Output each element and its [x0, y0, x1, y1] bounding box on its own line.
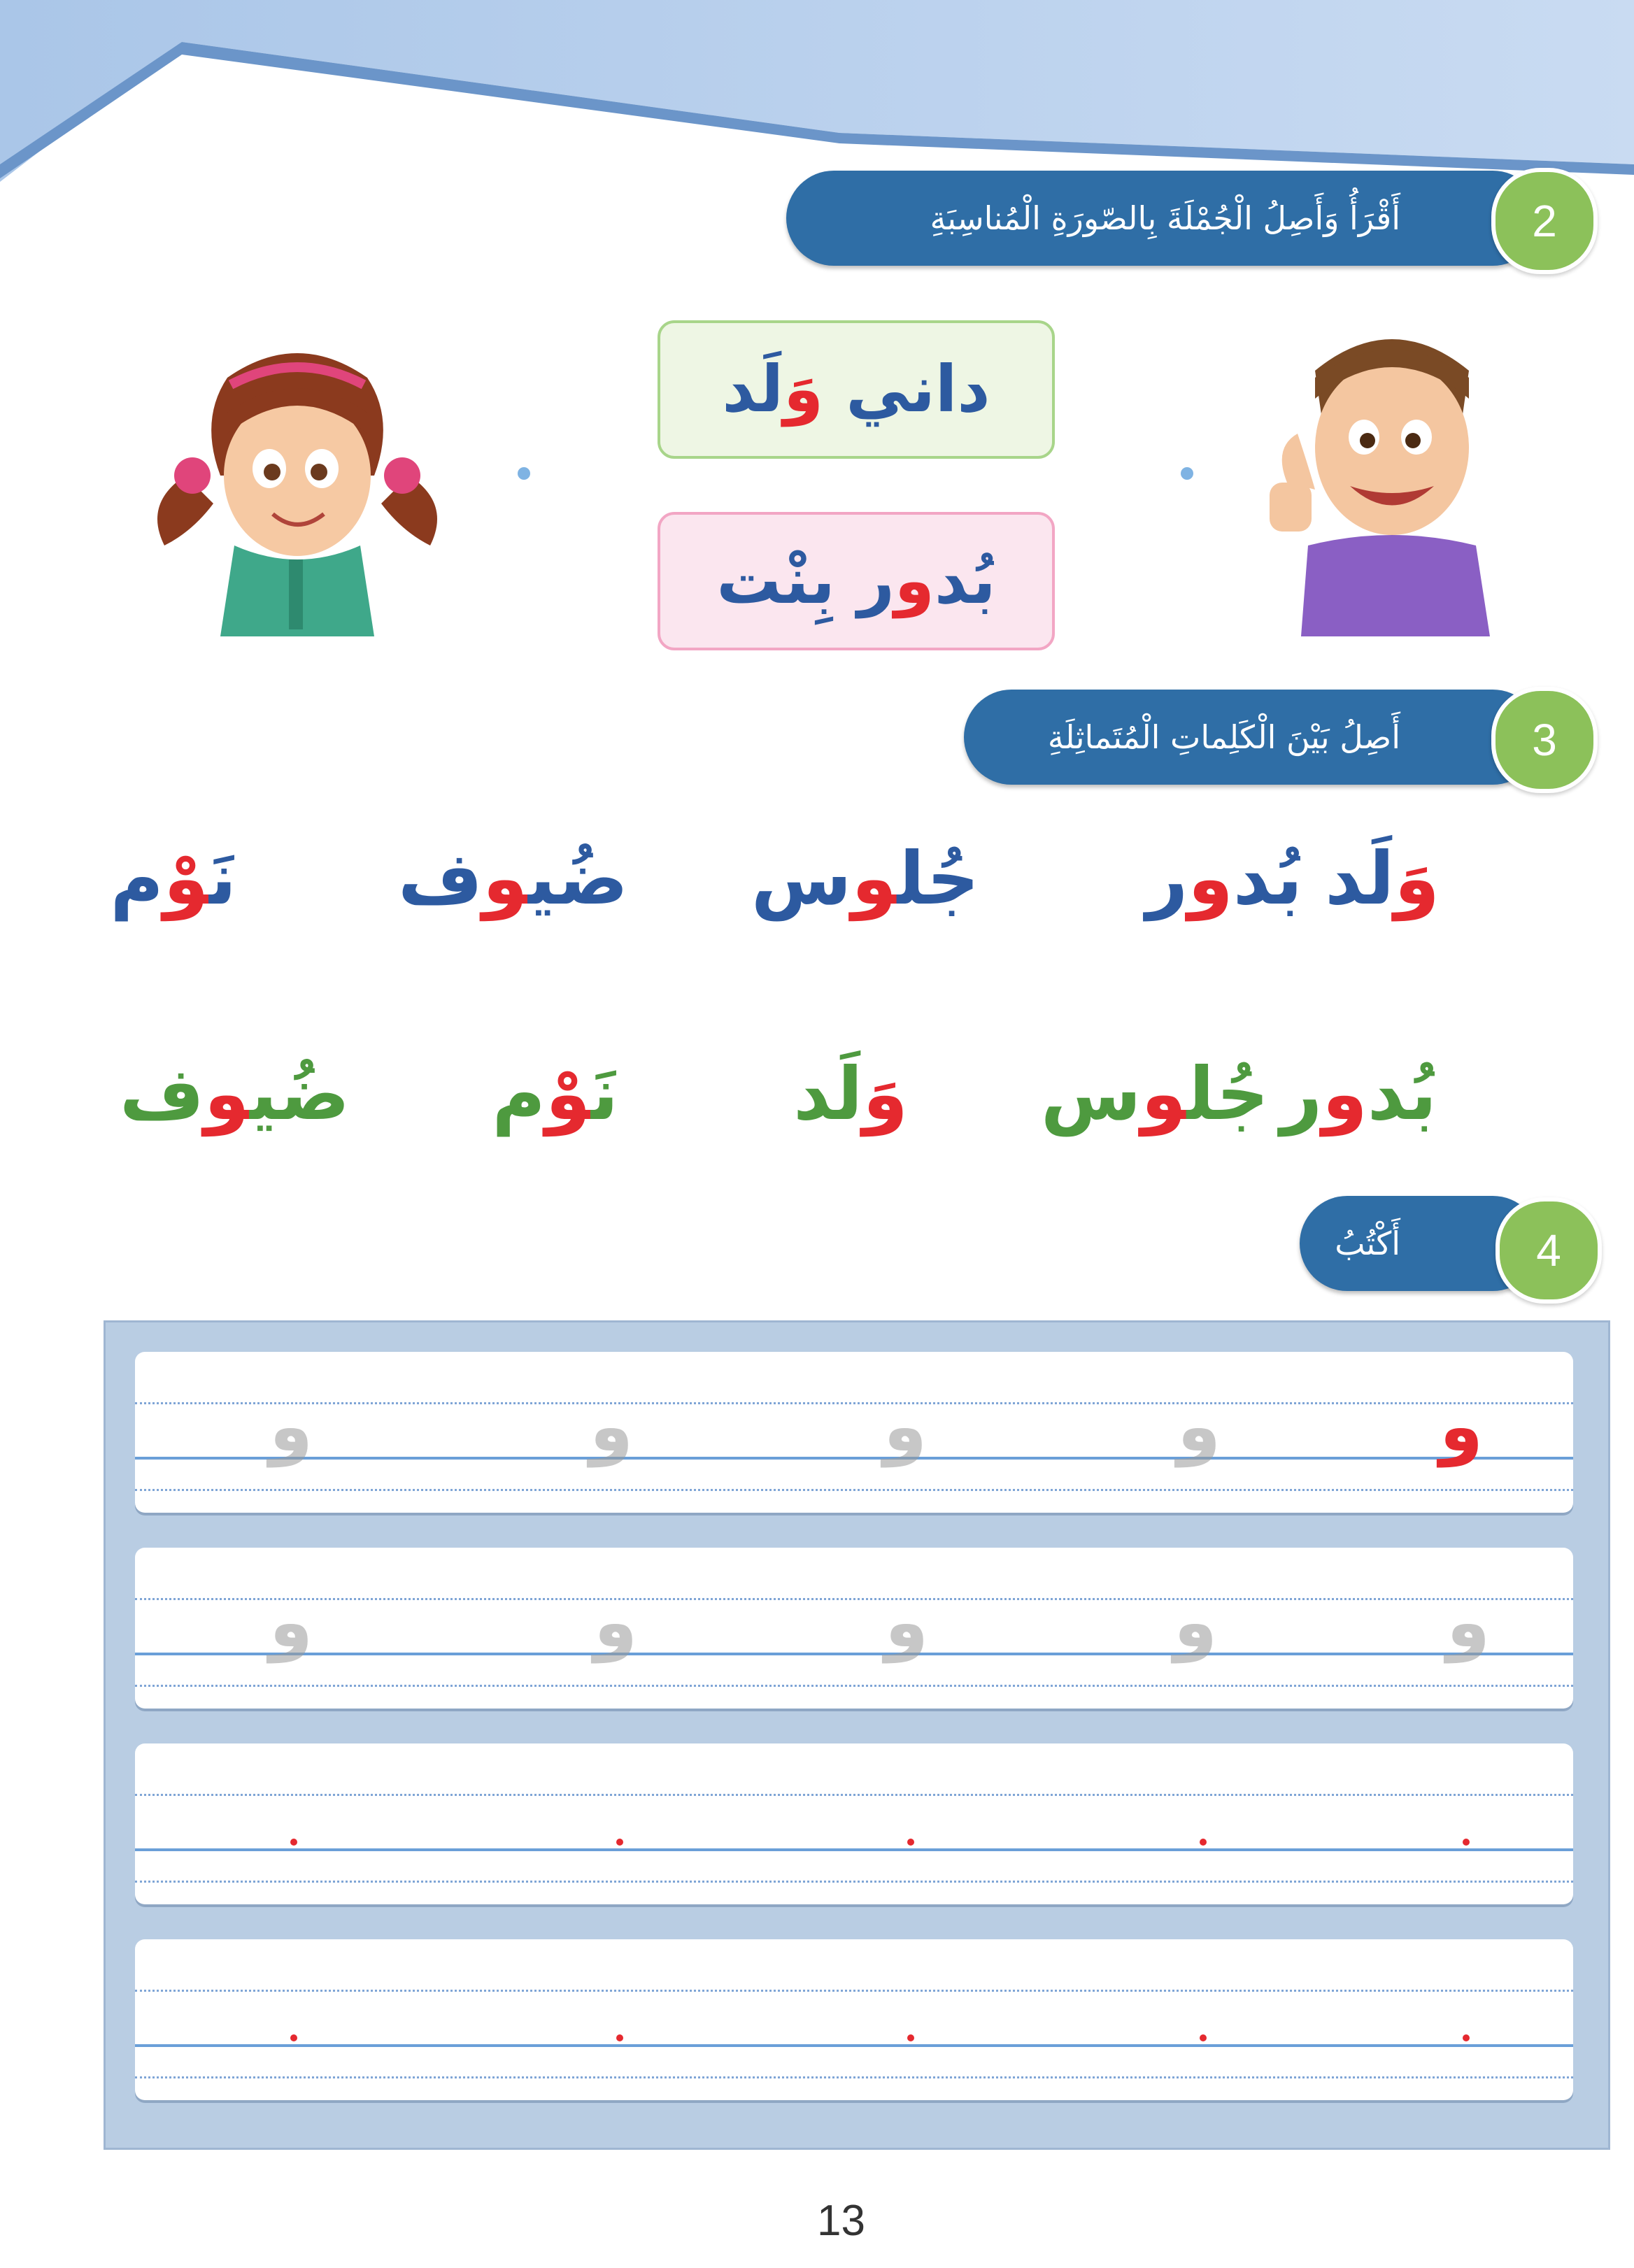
word-row2-3[interactable]: وَلَد [793, 1051, 908, 1136]
trace-letter: و [269, 1581, 313, 1663]
exercise-3-number: 3 [1491, 687, 1598, 793]
word-row2-2[interactable]: جُلوس [1040, 1051, 1269, 1136]
sentence-card-2[interactable] [658, 512, 1055, 650]
trace-letter: و [1447, 1581, 1491, 1663]
start-dot [290, 2034, 297, 2041]
trace-letter: و [883, 1385, 928, 1467]
girl-illustration [143, 336, 451, 636]
model-letter: و [1440, 1385, 1484, 1467]
start-dot [616, 1839, 623, 1846]
word-row1-2[interactable]: بُدور [1146, 836, 1302, 921]
exercise-2-banner [786, 171, 1540, 266]
trace-letter: و [269, 1385, 313, 1467]
writing-row-1[interactable] [135, 1352, 1573, 1513]
exercise-2-number: 2 [1491, 168, 1598, 274]
writing-practice-panel [104, 1320, 1610, 2150]
word-row2-5[interactable]: ضُيوف [120, 1051, 350, 1136]
word-row2-1[interactable]: بُدور [1280, 1051, 1437, 1136]
exercise-4-instruction: أَكْتُبُ [1335, 1225, 1400, 1262]
start-dot [1463, 2034, 1470, 2041]
writing-row-4[interactable] [135, 1939, 1573, 2100]
trace-letter: و [590, 1385, 634, 1467]
start-dot [1200, 1839, 1207, 1846]
exercise-3-instruction: أَصِلُ بَيْنَ الْكَلِماتِ الْمُتَماثِلَةِ [1047, 718, 1400, 756]
sentence-1-highlight: وَ [783, 352, 824, 427]
start-dot [907, 1839, 914, 1846]
start-dot [1463, 1839, 1470, 1846]
word-row1-3[interactable]: جُلوس [751, 836, 979, 921]
trace-letter: و [1177, 1385, 1221, 1467]
page-number: 13 [817, 2197, 865, 2245]
word-row2-4[interactable]: نَوْم [492, 1051, 618, 1136]
start-dot [907, 2034, 914, 2041]
connection-dot-left[interactable] [518, 467, 530, 480]
sentence-2-highlight: و [894, 543, 935, 618]
sentence-2-part2: ر بِنْت [716, 543, 895, 618]
sentence-card-1[interactable] [658, 320, 1055, 459]
writing-row-3[interactable] [135, 1743, 1573, 1904]
trace-letter: و [1174, 1581, 1218, 1663]
exercise-4-number: 4 [1496, 1197, 1602, 1304]
trace-letter: و [885, 1581, 929, 1663]
exercise-2-instruction: أَقْرَأُ وَأَصِلُ الْجُمْلَةَ بِالصّورَةِ الْمُناسِبَةِ [930, 199, 1400, 237]
word-row1-5[interactable]: نَوْم [110, 836, 236, 921]
start-dot [1200, 2034, 1207, 2041]
word-row1-4[interactable]: ضُيوف [398, 836, 628, 921]
exercise-3-banner [964, 690, 1540, 785]
sentence-2-part1: بُد [934, 543, 996, 618]
connection-dot-right[interactable] [1181, 467, 1193, 480]
sentence-1-part2: لَد [722, 352, 784, 427]
sentence-1-part1: داني [823, 352, 990, 427]
start-dot [290, 1839, 297, 1846]
start-dot [616, 2034, 623, 2041]
trace-letter: و [594, 1581, 638, 1663]
word-row1-1[interactable]: وَلَد [1325, 836, 1440, 921]
boy-illustration [1266, 315, 1518, 636]
writing-row-2[interactable] [135, 1548, 1573, 1709]
